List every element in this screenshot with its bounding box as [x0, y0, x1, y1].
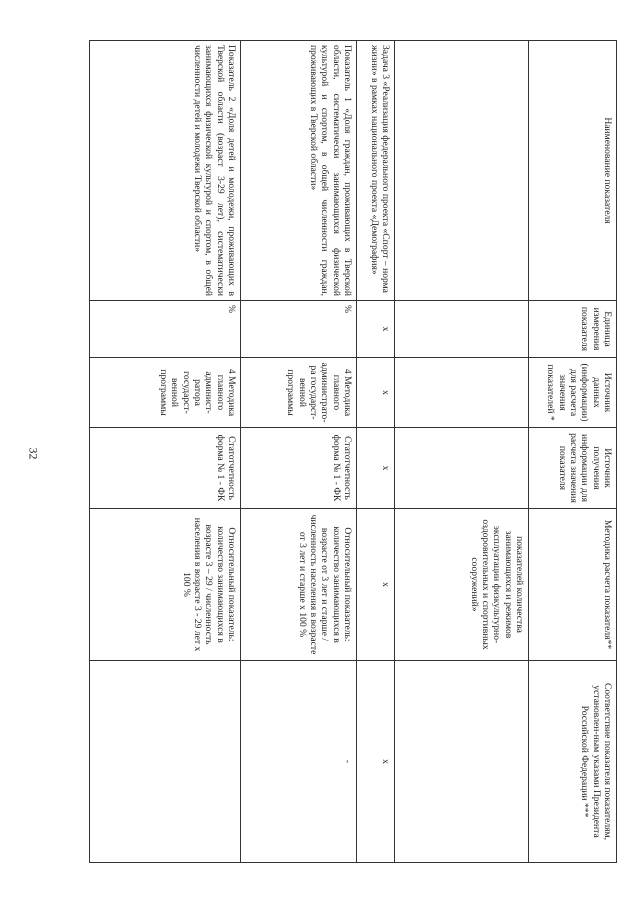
table-row — [90, 41, 241, 863]
cell-method: Относительный показатель: количество занимающихся в возрасте от 3 лет и старше / численность населения в возрасте от 3 лет и старше х 100 % — [241, 509, 357, 661]
cell-source-data: 4 Методика главного админист-ратора государст-венной программы — [90, 358, 241, 428]
header-indicator-name: Наименование показателя — [529, 41, 617, 301]
table-row — [395, 41, 529, 863]
cell-method: Относительный показатель: количество занимающихся в возрасте 3 – 29 / численность населения в возрасте 3 - 29 лет х 100 % — [90, 509, 241, 661]
cell-unit: x — [357, 301, 395, 358]
header-method: Методика расчета показателя** — [529, 509, 617, 661]
cell-unit: % — [90, 301, 241, 358]
cell-name — [395, 41, 529, 301]
cell-source-info — [395, 428, 529, 509]
cell-unit — [395, 301, 529, 358]
cell-source-data — [395, 358, 529, 428]
table-row — [241, 41, 357, 863]
cell-compliance: x — [357, 661, 395, 863]
cell-compliance: - — [241, 661, 357, 863]
cell-name: Задача 3 «Реализация федерального проекта «Спорт – норма жизни» в рамках национального проекта «Демография» — [357, 41, 395, 301]
cell-source-info: Статотчетность форма № 1 - ФК — [241, 428, 357, 509]
cell-source-data: x — [357, 358, 395, 428]
table-header-row — [529, 41, 617, 863]
cell-source-data: 4 Методика главного администрато-ра государст-венной программы — [241, 358, 357, 428]
cell-compliance — [90, 661, 241, 863]
header-source-data: Источник данных (информации) для расчета значения показателей * — [529, 358, 617, 428]
rotated-table-frame — [90, 40, 617, 862]
indicator-table — [89, 40, 617, 863]
cell-unit: % — [241, 301, 357, 358]
cell-name: Показатель 1 «Доля граждан, проживающих в Тверской области, систематически занимающихся физической культурой и спортом, в общей численности граждан, проживающих в Тверской области» — [241, 41, 357, 301]
cell-source-info: x — [357, 428, 395, 509]
cell-name: Показатель 2 «Доля детей и молодежи, проживающих в Тверской области (возраст 3-29 лет), систематически занимающихся физической культурой и спортом, в общей численности детей и молодежи Тверской области» — [90, 41, 241, 301]
cell-method: x — [357, 509, 395, 661]
cell-source-info: Статотчетность форма № 1 - ФК — [90, 428, 241, 509]
header-compliance: Соответствие показателя показателям, установлен-ным указами Президента Российской Федерации *** — [529, 661, 617, 863]
header-source-info: Источник получения информации для расчета значения показателя — [529, 428, 617, 509]
table-row — [357, 41, 395, 863]
header-unit: Единица измерения показателя — [529, 301, 617, 358]
cell-method: показателей количества занимающихся и режимов эксплуатации физкультурно-оздоровительных и спортивных сооружений» — [395, 509, 529, 661]
indicator-table-container — [90, 40, 617, 862]
cell-compliance — [395, 661, 529, 863]
page-number: 32 — [26, 447, 41, 460]
